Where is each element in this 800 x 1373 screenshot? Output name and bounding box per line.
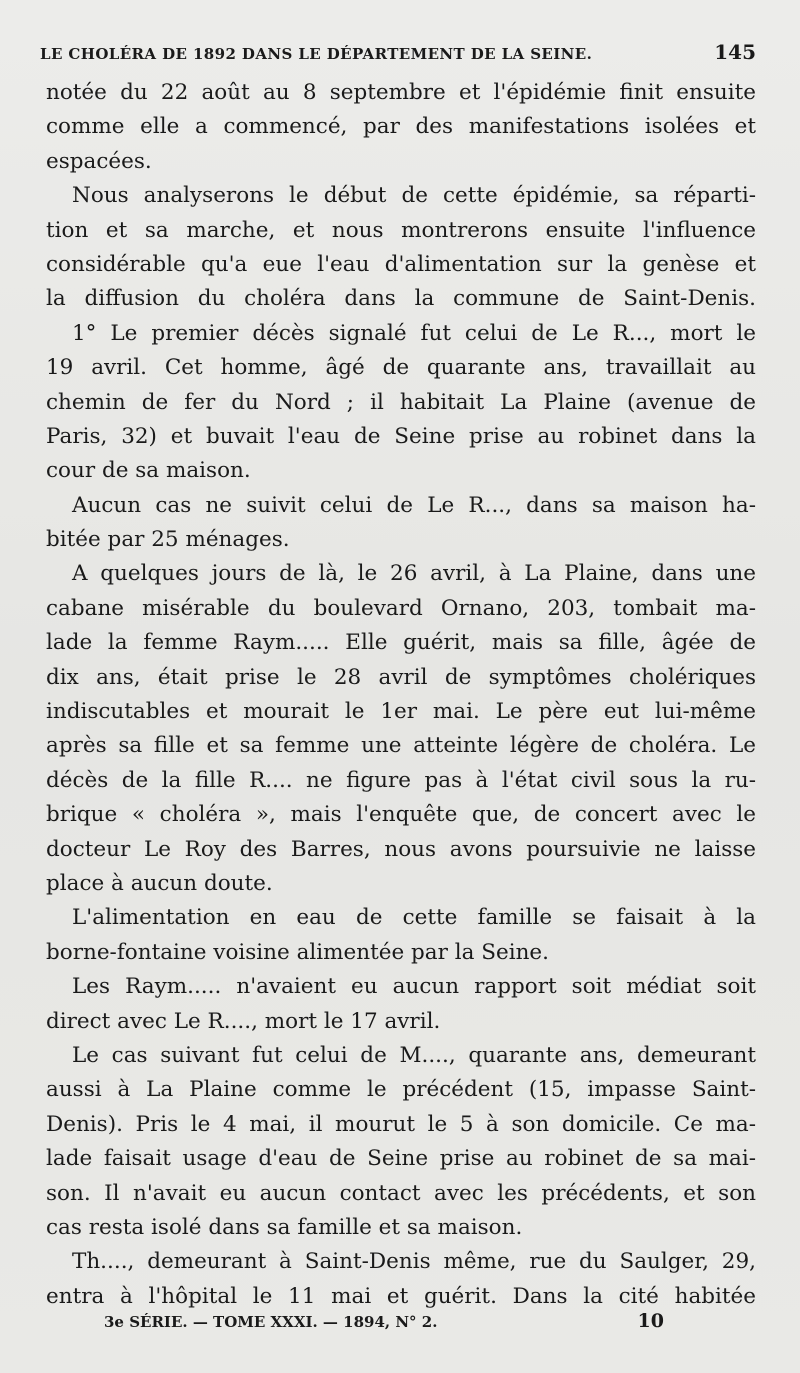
text-line: Th...., demeurant à Saint-Denis même, rue du Saulger, 29, xyxy=(72,1249,756,1275)
page-number: 145 xyxy=(714,40,756,64)
text-line: Nous analyserons le début de cette épidémie, sa réparti- xyxy=(72,183,756,209)
running-head xyxy=(40,40,756,70)
text-line: notée du 22 août au 8 septembre et l'épidémie finit ensuite xyxy=(46,80,756,105)
text-line: aussi à La Plaine comme le précédent (15, impasse Saint- xyxy=(46,1077,756,1103)
text-line: cas resta isolé dans sa famille et sa maison. xyxy=(46,1214,523,1240)
text-line: bitée par 25 ménages. xyxy=(46,527,290,553)
text-line: Paris, 32) et buvait l'eau de Seine prise au robinet dans la xyxy=(46,423,756,449)
footer xyxy=(104,1310,664,1332)
text-line: comme elle a commencé, par des manifestations isolées et xyxy=(46,114,756,140)
text-line: Le cas suivant fut celui de M...., quarante ans, demeurant xyxy=(72,1042,756,1068)
signature-mark: 3e SÉRIE. — TOME XXXI. — 1894, N° 2. xyxy=(104,1313,438,1331)
text-line: considérable qu'a eue l'eau d'alimentation sur la genèse et xyxy=(46,251,756,277)
text-line: entra à l'hôpital le 11 mai et guérit. Dans la cité habitée xyxy=(46,1283,756,1309)
text-line: place à aucun doute. xyxy=(46,870,273,896)
text-line: Les Raym..... n'avaient eu aucun rapport soit médiat soit xyxy=(72,974,756,1000)
text-line: après sa fille et sa femme une atteinte légère de choléra. Le xyxy=(46,733,756,759)
text-line: docteur Le Roy des Barres, nous avons poursuivie ne laisse xyxy=(46,836,756,862)
text-line: borne-fontaine voisine alimentée par la Seine. xyxy=(46,939,549,965)
text-line: Aucun cas ne suivit celui de Le R..., dans sa maison ha- xyxy=(72,492,756,518)
text-line: Denis). Pris le 4 mai, il mourut le 5 à son domicile. Ce ma- xyxy=(46,1111,756,1137)
text-line: dix ans, était prise le 28 avril de symptômes cholériques xyxy=(46,664,756,690)
text-line: cabane misérable du boulevard Ornano, 203, tombait ma- xyxy=(46,595,756,621)
text-line: chemin de fer du Nord ; il habitait La Plaine (avenue de xyxy=(46,389,756,415)
text-line: indiscutables et mourait le 1er mai. Le père eut lui-même xyxy=(46,699,756,725)
text-line: 1° Le premier décès signalé fut celui de Le R..., mort le xyxy=(72,320,756,346)
text-line: espacées. xyxy=(46,148,152,174)
text-line: L'alimentation en eau de cette famille se faisait à la xyxy=(72,905,756,931)
text-line: la diffusion du choléra dans la commune de Saint-Denis. xyxy=(46,286,756,312)
text-line: A quelques jours de là, le 26 avril, à La Plaine, dans une xyxy=(72,561,756,587)
text-line: direct avec Le R...., mort le 17 avril. xyxy=(46,1008,441,1034)
text-line: brique « choléra », mais l'enquête que, de concert avec le xyxy=(46,802,756,828)
text-line: cour de sa maison. xyxy=(46,458,251,484)
text-line: lade la femme Raym..... Elle guérit, mais sa fille, âgée de xyxy=(46,630,756,656)
text-line: décès de la fille R.... ne figure pas à l'état civil sous la ru- xyxy=(46,767,756,793)
text-line: tion et sa marche, et nous montrerons ensuite l'influence xyxy=(46,217,756,243)
sheet-number: 10 xyxy=(637,1310,664,1332)
text-line: son. Il n'avait eu aucun contact avec les précédents, et son xyxy=(46,1180,756,1206)
text-line: 19 avril. Cet homme, âgé de quarante ans, travaillait au xyxy=(46,355,756,381)
text-line: lade faisait usage d'eau de Seine prise au robinet de sa mai- xyxy=(46,1146,756,1172)
running-title: LE CHOLÉRA DE 1892 DANS LE DÉPARTEMENT DE LA SEINE. xyxy=(40,45,593,63)
body-text xyxy=(46,76,756,1314)
